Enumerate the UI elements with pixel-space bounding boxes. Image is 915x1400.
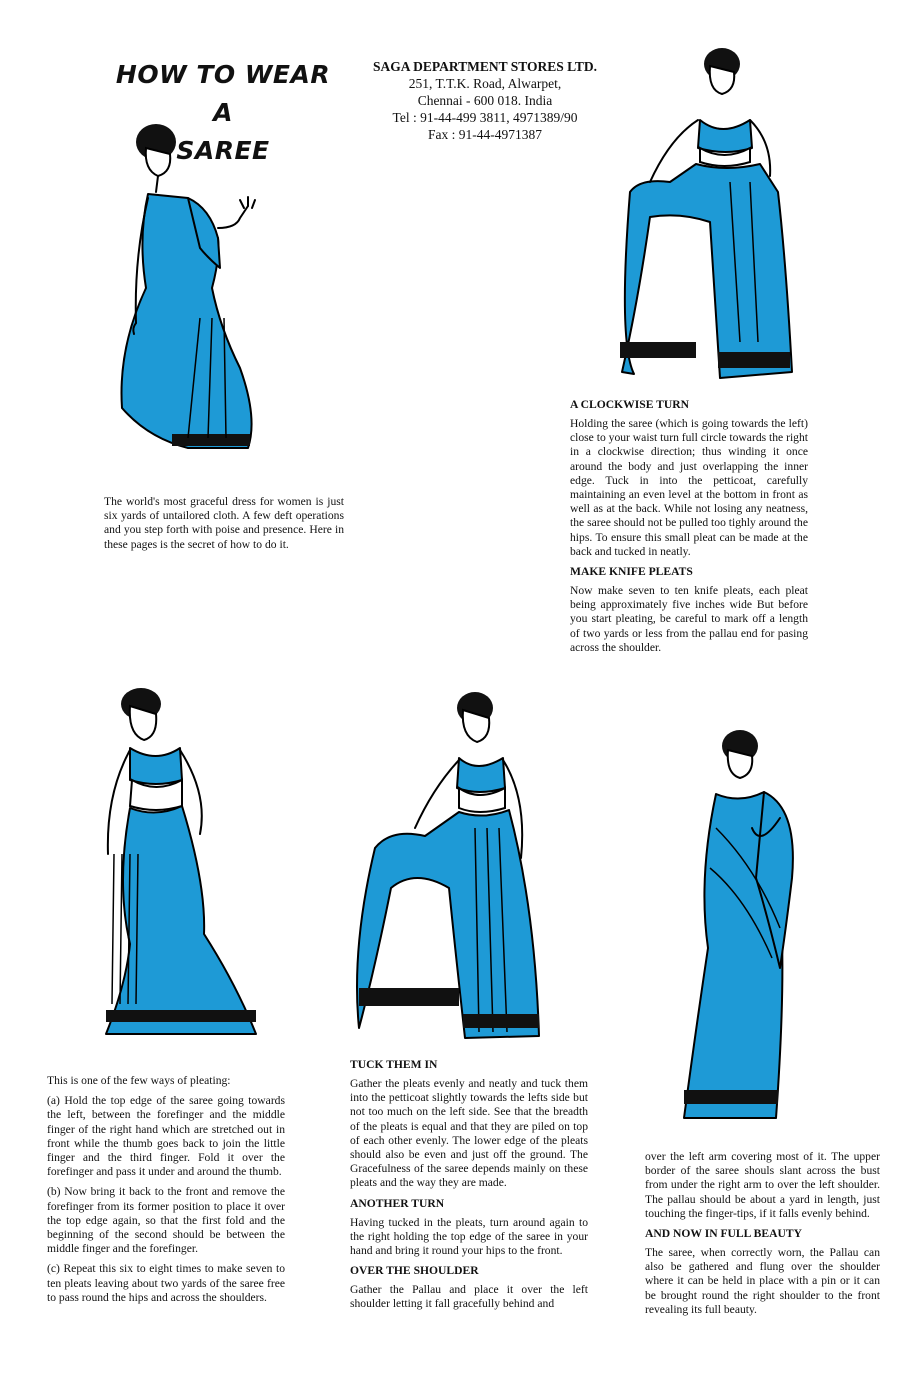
tuck-text: Gather the pleats evenly and neatly and tuck them into the petticoat slightly towards the lefts side but not too much on the left side. See that the breadth of the pleats is equal and that they are piled on top of each other evenly. The lower edge of the pleats should also be even and just off the ground. The Gracefulness of the saree depends mainly on these pleats and the way they are made. — [350, 1077, 588, 1190]
beauty-section — [645, 1150, 880, 1323]
another-turn-heading: ANOTHER TURN — [350, 1196, 445, 1210]
pleating-step-c: (c) Repeat this six to eight times to make seven to ten pleats leaving about two yards of the saree free to pass round the hips and across the shoulders. — [47, 1262, 285, 1304]
title-line-1: HOW TO WEAR A — [115, 60, 331, 127]
store-address-block — [360, 58, 610, 143]
figure-full-beauty — [676, 728, 806, 1128]
over-shoulder-heading: OVER THE SHOULDER — [350, 1264, 479, 1278]
tuck-heading: TUCK THEM IN — [350, 1058, 438, 1071]
figure-pleating — [96, 684, 271, 1044]
figure-full-saree-drape — [108, 118, 278, 488]
store-fax: Fax : 91-44-4971387 — [428, 127, 542, 142]
store-address-line-1: 251, T.T.K. Road, Alwarpet, — [408, 76, 562, 91]
clockwise-heading: A CLOCKWISE TURN — [570, 398, 689, 411]
pleating-intro: This is one of the few ways of pleating: — [47, 1074, 231, 1087]
knife-text: Now make seven to ten knife pleats, each pleat being approximately five inches wide But before you start pleating, be careful to mark off a length of two yards or less from the pallau end for pasing across the shoulder. — [570, 584, 808, 654]
full-beauty-text: The saree, when correctly worn, the Pallau can also be gathered and flung over the shoulder where it can be held in place with a pin or it can be brought round the right shoulder to the front revealing its full beauty. — [645, 1246, 880, 1316]
full-beauty-heading: AND NOW IN FULL BEAUTY — [645, 1227, 802, 1241]
figure-clockwise-turn — [610, 42, 800, 392]
over-shoulder-text: Gather the Pallau and place it over the left shoulder letting it fall gracefully behind and — [350, 1283, 588, 1311]
clockwise-section — [570, 398, 808, 661]
intro-paragraph: The world's most graceful dress for women is just six yards of untailored cloth. A few deft operations and you step forth with poise and presence. Here in these pages is the secret of how to do it. — [104, 495, 344, 551]
store-name: SAGA DEPARTMENT STORES LTD. — [372, 59, 598, 74]
pleating-section — [47, 1074, 285, 1311]
store-address-line-2: Chennai - 600 018. India — [417, 93, 553, 108]
knife-heading: MAKE KNIFE PLEATS — [570, 565, 693, 579]
tuck-section — [350, 1058, 588, 1318]
pleating-step-b: (b) Now bring it back to the front and remove the forefinger from its former position to place it over the top edge again, so that the first fold and the beginning of the second should be between the middle finger and the forefinger. — [47, 1185, 285, 1256]
store-telephone: Tel : 91-44-499 3811, 4971389/90 — [392, 110, 578, 125]
figure-tuck-pleats — [355, 688, 555, 1048]
another-turn-text: Having tucked in the pleats, turn around again to the right holding the top edge of the saree in your hand and bring it round your hips to the front. — [350, 1215, 588, 1258]
pleating-step-a: (a) Hold the top edge of the saree going towards the left, between the forefinger and the middle finger of the right hand which are stretched out in front while the thumb goes back to join the little finger and the third finger. Fold it over the forefinger and pass it under and around the thumb. — [47, 1094, 285, 1179]
title-line-2: SAREE — [176, 136, 270, 165]
clockwise-text: Holding the saree (which is going towards the left) close to your waist turn full circle towards the right in a clockwise direction; thus winding it once around the body and just overlapping the inner edge. Tuck in into the petticoat, carefully maintaining an even level at the bottom in front as well as at the back. While not losing any neatness, the saree should not be pulled too tighly around the hips. To ensure this small pleat can be made at the back and tucked in neatly. — [570, 417, 808, 558]
over-shoulder-continued: over the left arm covering most of it. The upper border of the saree shouls slant across the bust from under the right arm to over the left shoulder. The pallau should be about a yard in length, just touching the finger-tips, if it falls evenly behind. — [645, 1150, 880, 1220]
